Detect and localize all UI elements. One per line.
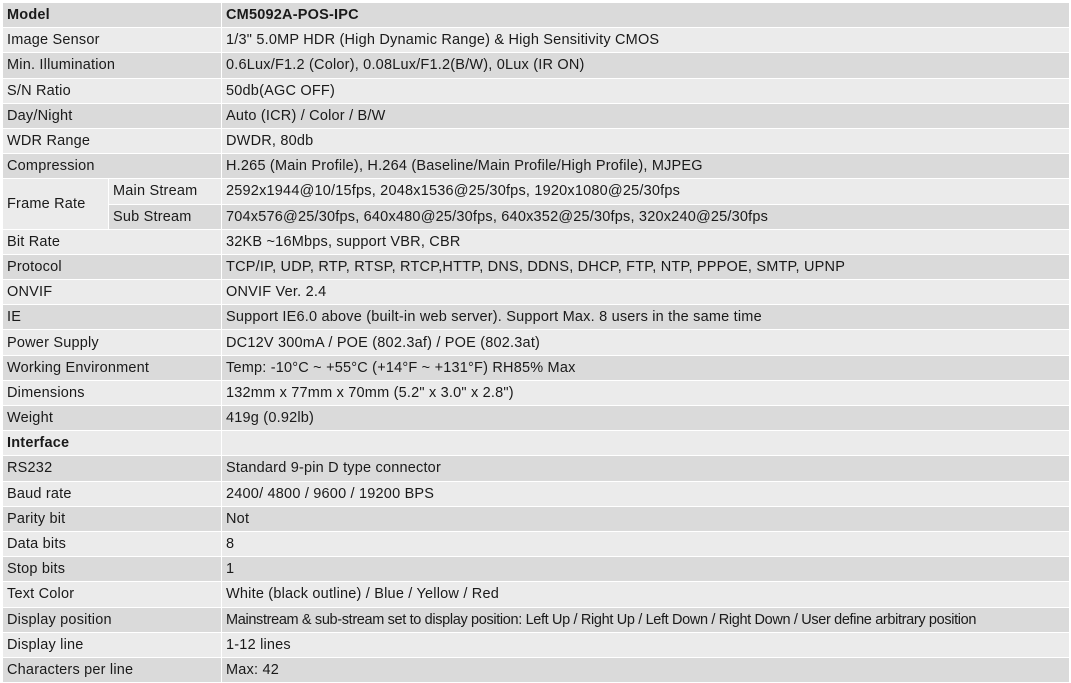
model-label: Model [3,3,222,28]
spec-value: 0.6Lux/F1.2 (Color), 0.08Lux/F1.2(B/W), 0Lux (IR ON) [222,53,1070,78]
sub-stream-label: Sub Stream [109,204,222,229]
interface-value: White (black outline) / Blue / Yellow / Red [222,582,1070,607]
spec-value: 1/3" 5.0MP HDR (High Dynamic Range) & High Sensitivity CMOS [222,28,1070,53]
interface-label: RS232 [3,456,222,481]
frame-rate-label: Frame Rate [3,179,109,229]
table-row [3,28,1070,53]
spec-value: Support IE6.0 above (built-in web server). Support Max. 8 users in the same time [222,305,1070,330]
table-row [3,355,1070,380]
interface-label: Display position [3,607,222,632]
table-row [3,280,1070,305]
interface-label: Stop bits [3,557,222,582]
table-row [3,531,1070,556]
interface-value: 1-12 lines [222,632,1070,657]
interface-value: 1 [222,557,1070,582]
spec-label: Day/Night [3,103,222,128]
interface-label: Text Color [3,582,222,607]
table-row [3,128,1070,153]
interface-heading-blank [222,431,1070,456]
table-row-frame-rate-main [3,179,1070,204]
main-stream-value: 2592x1944@10/15fps, 2048x1536@25/30fps, 1920x1080@25/30fps [222,179,1070,204]
interface-value: Not [222,506,1070,531]
spec-value: H.265 (Main Profile), H.264 (Baseline/Main Profile/High Profile), MJPEG [222,154,1070,179]
interface-value: 8 [222,531,1070,556]
spec-label: Dimensions [3,380,222,405]
spec-label: Image Sensor [3,28,222,53]
interface-label: Data bits [3,531,222,556]
interface-heading: Interface [3,431,222,456]
table-row [3,481,1070,506]
spec-label: ONVIF [3,280,222,305]
spec-value: 132mm x 77mm x 70mm (5.2" x 3.0" x 2.8") [222,380,1070,405]
table-row [3,406,1070,431]
table-row [3,657,1070,682]
interface-value: 2400/ 4800 / 9600 / 19200 BPS [222,481,1070,506]
spec-value: 32KB ~16Mbps, support VBR, CBR [222,229,1070,254]
spec-table [2,2,1070,683]
table-row-frame-rate-sub [3,204,1070,229]
table-row [3,380,1070,405]
interface-value: Max: 42 [222,657,1070,682]
spec-label: Weight [3,406,222,431]
spec-label: S/N Ratio [3,78,222,103]
table-row [3,103,1070,128]
interface-label: Parity bit [3,506,222,531]
table-row [3,607,1070,632]
spec-label: Protocol [3,254,222,279]
spec-value: TCP/IP, UDP, RTP, RTSP, RTCP,HTTP, DNS, DDNS, DHCP, FTP, NTP, PPPOE, SMTP, UPNP [222,254,1070,279]
spec-value: Auto (ICR) / Color / B/W [222,103,1070,128]
table-row [3,305,1070,330]
interface-label: Characters per line [3,657,222,682]
spec-value: ONVIF Ver. 2.4 [222,280,1070,305]
table-row [3,53,1070,78]
spec-value: DWDR, 80db [222,128,1070,153]
sub-stream-value: 704x576@25/30fps, 640x480@25/30fps, 640x352@25/30fps, 320x240@25/30fps [222,204,1070,229]
table-row [3,154,1070,179]
interface-label: Display line [3,632,222,657]
table-row-interface-header [3,431,1070,456]
model-value: CM5092A-POS-IPC [222,3,1070,28]
table-row [3,557,1070,582]
main-stream-label: Main Stream [109,179,222,204]
interface-label: Baud rate [3,481,222,506]
table-row [3,632,1070,657]
spec-value: 419g (0.92lb) [222,406,1070,431]
table-row-model [3,3,1070,28]
spec-label: Min. Illumination [3,53,222,78]
table-row [3,78,1070,103]
table-row [3,506,1070,531]
spec-label: Bit Rate [3,229,222,254]
spec-label: Compression [3,154,222,179]
spec-label: Working Environment [3,355,222,380]
table-row [3,582,1070,607]
spec-label: Power Supply [3,330,222,355]
table-row [3,330,1070,355]
spec-value: Temp: -10°C ~ +55°C (+14°F ~ +131°F) RH85% Max [222,355,1070,380]
spec-value: DC12V 300mA / POE (802.3af) / POE (802.3at) [222,330,1070,355]
spec-label: IE [3,305,222,330]
table-row [3,456,1070,481]
interface-value: Mainstream & sub-stream set to display position: Left Up / Right Up / Left Down / Right Down / User define arbitrary position [222,607,1070,632]
interface-value: Standard 9-pin D type connector [222,456,1070,481]
spec-label: WDR Range [3,128,222,153]
table-row [3,229,1070,254]
table-row [3,254,1070,279]
spec-value: 50db(AGC OFF) [222,78,1070,103]
